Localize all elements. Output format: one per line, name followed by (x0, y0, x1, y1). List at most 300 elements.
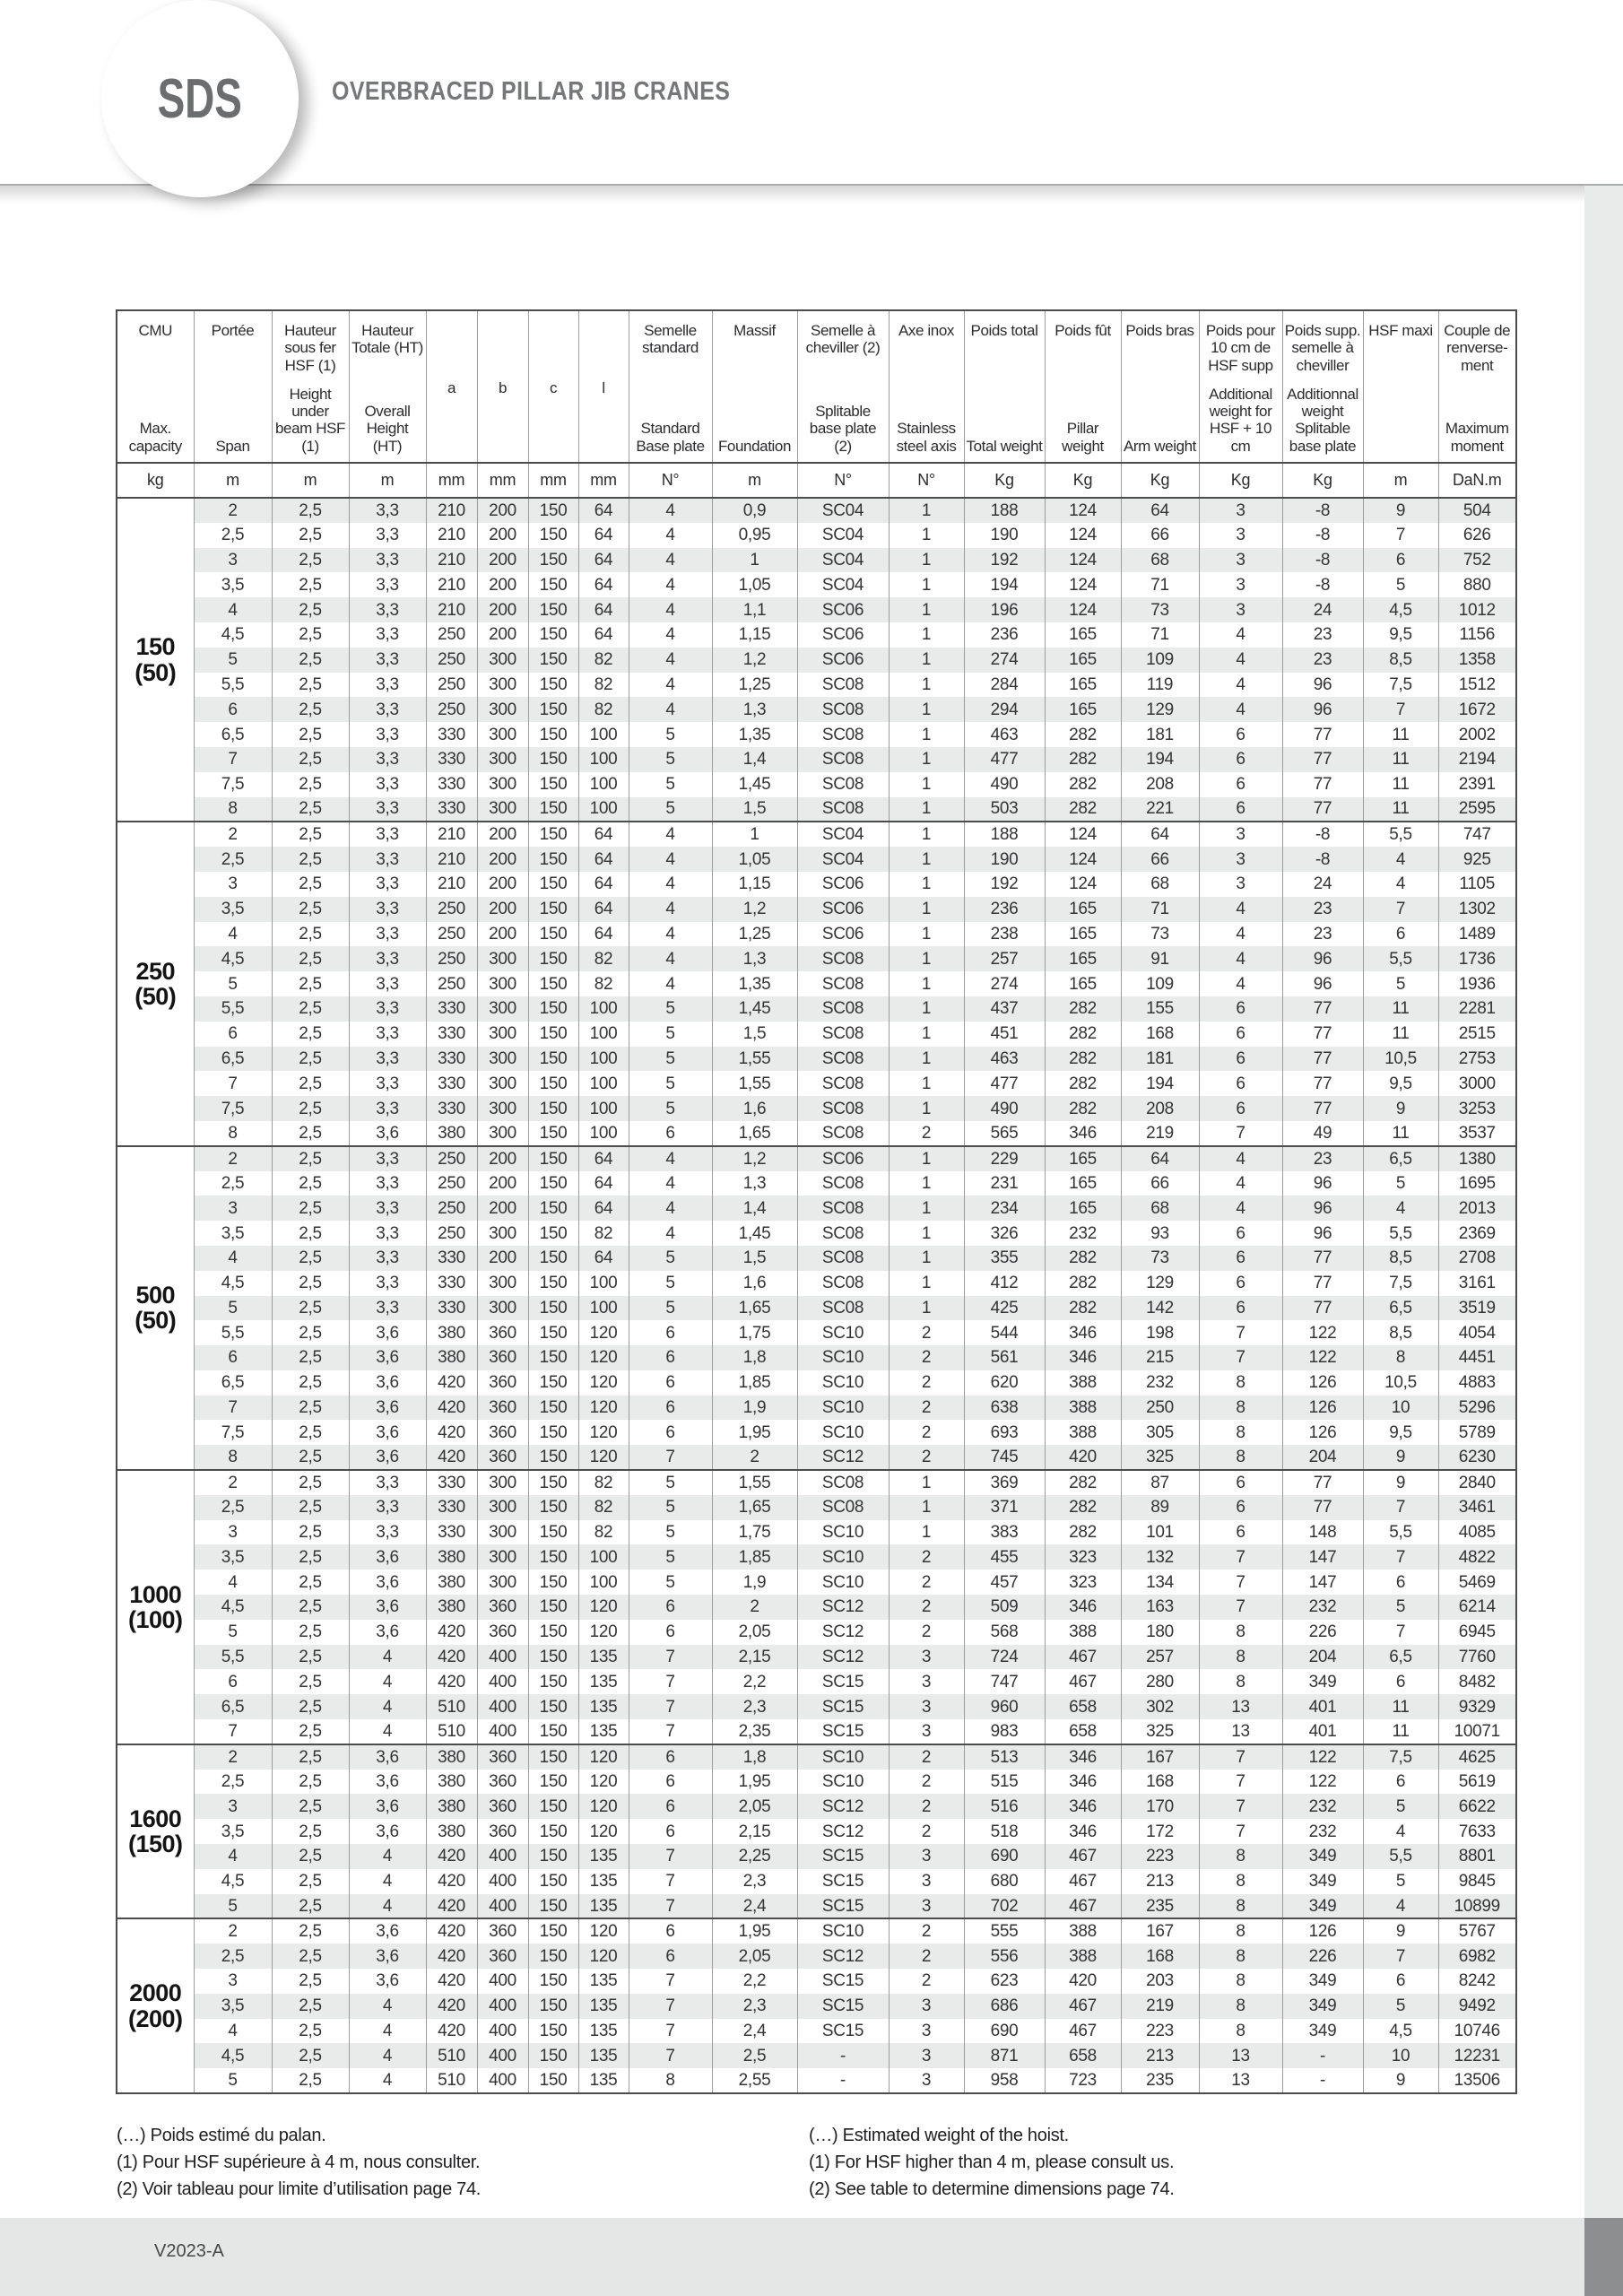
data-cell: 96 (1282, 673, 1363, 698)
data-cell: 1 (712, 548, 797, 573)
data-cell: 1936 (1438, 971, 1516, 996)
header-label-row (117, 310, 1516, 463)
data-cell: 626 (1438, 523, 1516, 548)
data-cell: 150 (528, 1669, 578, 1694)
data-cell: 420 (426, 1420, 477, 1445)
table-row (117, 1994, 1516, 2019)
data-cell: 190 (964, 847, 1045, 872)
data-cell: 4,5 (194, 1869, 272, 1894)
data-cell: 7,5 (1363, 1271, 1438, 1296)
data-cell: 3,6 (349, 1944, 426, 1969)
data-cell: 4 (1199, 622, 1282, 648)
data-cell: 150 (528, 1770, 578, 1795)
data-cell: 5,5 (194, 996, 272, 1022)
data-cell: 1 (889, 971, 964, 996)
data-cell: 360 (477, 1794, 528, 1819)
data-cell: 1 (889, 822, 964, 847)
column-header (1438, 310, 1516, 463)
data-cell: SC08 (797, 1022, 889, 1047)
data-cell: 4 (194, 1246, 272, 1271)
data-cell: 3,6 (349, 1544, 426, 1570)
data-cell: SC04 (797, 822, 889, 847)
data-cell: 5,5 (1363, 1221, 1438, 1246)
data-cell: 150 (528, 747, 578, 772)
data-cell: 6 (1199, 1221, 1282, 1246)
data-cell: 196 (964, 597, 1045, 622)
data-cell: 100 (578, 1047, 629, 1072)
data-cell: 124 (1045, 498, 1121, 523)
data-cell: 400 (477, 2043, 528, 2068)
table-row (117, 996, 1516, 1022)
table-row (117, 797, 1516, 822)
brand-label: SDS (157, 67, 243, 130)
data-cell: 150 (528, 622, 578, 648)
data-cell: 150 (528, 1719, 578, 1744)
data-cell: 4 (629, 1196, 712, 1221)
data-cell: SC08 (797, 772, 889, 797)
data-cell: 6 (629, 1744, 712, 1770)
data-cell: 6 (1363, 1669, 1438, 1694)
data-cell: 23 (1282, 922, 1363, 947)
data-cell: 349 (1282, 1994, 1363, 2019)
footnote-line: (…) Estimated weight of the hoist. (809, 2126, 1069, 2145)
data-cell: 223 (1121, 1844, 1199, 1869)
data-cell: 5 (1363, 1994, 1438, 2019)
data-cell: 1 (889, 572, 964, 597)
data-cell: 96 (1282, 971, 1363, 996)
data-cell: 5 (629, 1520, 712, 1545)
data-cell: 3,3 (349, 996, 426, 1022)
data-cell: 150 (528, 922, 578, 947)
data-cell: 323 (1045, 1544, 1121, 1570)
data-cell: 3 (889, 1869, 964, 1894)
table-row (117, 1918, 1516, 1944)
data-cell: 680 (964, 1869, 1045, 1894)
unit-cell: mm (578, 463, 629, 498)
data-cell: 638 (964, 1396, 1045, 1421)
data-cell: 380 (426, 1770, 477, 1795)
data-cell: 360 (477, 1770, 528, 1795)
table-row (117, 1420, 1516, 1445)
data-cell: 2,05 (712, 1794, 797, 1819)
data-cell: 8 (1199, 1894, 1282, 1919)
data-cell: 4 (629, 622, 712, 648)
data-cell: 1,3 (712, 697, 797, 722)
data-cell: 210 (426, 548, 477, 573)
data-cell: 2840 (1438, 1470, 1516, 1495)
data-cell: 503 (964, 797, 1045, 822)
data-cell: 1,3 (712, 1171, 797, 1196)
data-cell: 1,25 (712, 922, 797, 947)
data-cell: 1,5 (712, 797, 797, 822)
data-cell: 6 (1363, 1570, 1438, 1595)
data-cell: 1 (889, 1520, 964, 1545)
data-cell: 1105 (1438, 872, 1516, 897)
data-cell: 150 (528, 1320, 578, 1345)
data-cell: 3,3 (349, 1296, 426, 1321)
data-cell: 200 (477, 872, 528, 897)
data-cell: 4 (629, 498, 712, 523)
data-cell: 71 (1121, 897, 1199, 922)
data-cell: SC15 (797, 1694, 889, 1719)
table-row (117, 1022, 1516, 1047)
data-cell: 188 (964, 498, 1045, 523)
data-cell: 400 (477, 1869, 528, 1894)
data-cell: 3 (889, 2019, 964, 2044)
data-cell: 2,25 (712, 1844, 797, 1869)
data-cell: 1736 (1438, 946, 1516, 971)
table-row (117, 1595, 1516, 1620)
data-cell: 7760 (1438, 1645, 1516, 1670)
header-label-fr: Couple de renverse-ment (1444, 322, 1511, 374)
data-cell: 3,6 (349, 1396, 426, 1421)
data-cell: 49 (1282, 1121, 1363, 1146)
data-cell: 250 (426, 971, 477, 996)
data-cell: 6,5 (1363, 1296, 1438, 1321)
data-cell: 2 (889, 1544, 964, 1570)
data-cell: 5469 (1438, 1570, 1516, 1595)
data-cell: 1 (889, 1022, 964, 1047)
data-cell: 4 (629, 523, 712, 548)
data-cell: 369 (964, 1470, 1045, 1495)
data-cell: 9,5 (1363, 1420, 1438, 1445)
data-cell: 231 (964, 1171, 1045, 1196)
table-row (117, 1271, 1516, 1296)
data-cell: 1,1 (712, 597, 797, 622)
header-label-en: Arm weight (1123, 437, 1197, 455)
data-cell: SC08 (797, 697, 889, 722)
data-cell: 3 (889, 1694, 964, 1719)
table-row (117, 1819, 1516, 1844)
data-cell: 7 (629, 1869, 712, 1894)
data-cell: 4883 (1438, 1370, 1516, 1396)
data-cell: 2 (889, 1969, 964, 1994)
data-cell: 388 (1045, 1944, 1121, 1969)
data-cell: 2,5 (272, 1944, 349, 1969)
table-head (117, 310, 1516, 498)
data-cell: 300 (477, 697, 528, 722)
data-cell: 257 (1121, 1645, 1199, 1670)
data-cell: 330 (426, 1271, 477, 1296)
data-cell: 3 (194, 548, 272, 573)
unit-cell: mm (426, 463, 477, 498)
data-cell: 10746 (1438, 2019, 1516, 2044)
header-label-fr: Semelle standard (642, 322, 699, 357)
table-row (117, 1445, 1516, 1470)
data-cell: 510 (426, 1694, 477, 1719)
data-cell: 326 (964, 1221, 1045, 1246)
data-cell: 150 (528, 996, 578, 1022)
data-cell: 282 (1045, 1520, 1121, 1545)
data-cell: 150 (528, 1918, 578, 1944)
data-cell: 388 (1045, 1420, 1121, 1445)
data-cell: SC10 (797, 1570, 889, 1595)
right-margin-band (1584, 186, 1623, 2218)
data-cell: 1,45 (712, 1221, 797, 1246)
data-cell: 463 (964, 722, 1045, 747)
data-cell: 2 (889, 1370, 964, 1396)
column-header (629, 310, 712, 463)
data-cell: 100 (578, 1071, 629, 1096)
data-cell: 7,5 (1363, 1744, 1438, 1770)
capacity-cell (117, 1146, 194, 1470)
data-cell: 4 (1199, 648, 1282, 673)
data-cell: SC08 (797, 1071, 889, 1096)
table-row (117, 1296, 1516, 1321)
data-cell: 4 (1363, 1196, 1438, 1221)
data-cell: 135 (578, 1645, 629, 1670)
data-cell: 3,3 (349, 622, 426, 648)
data-cell: 745 (964, 1445, 1045, 1470)
data-cell: 6 (1199, 1296, 1282, 1321)
data-cell: 300 (477, 1495, 528, 1520)
data-cell: 5 (194, 2068, 272, 2093)
data-cell: 330 (426, 1296, 477, 1321)
data-cell: 5 (194, 648, 272, 673)
data-cell: 10899 (1438, 1894, 1516, 1919)
data-cell: 5 (629, 1022, 712, 1047)
data-cell: 4 (349, 1719, 426, 1744)
data-cell: 380 (426, 1544, 477, 1570)
data-cell: 3,3 (349, 747, 426, 772)
data-cell: 77 (1282, 1271, 1363, 1296)
data-cell: 132 (1121, 1544, 1199, 1570)
data-cell: 2,5 (272, 697, 349, 722)
data-cell: 6982 (1438, 1944, 1516, 1969)
table-row (117, 1744, 1516, 1770)
header-label-fr: b (498, 379, 508, 397)
data-cell: 282 (1045, 1495, 1121, 1520)
data-cell: 510 (426, 2068, 477, 2093)
data-cell: SC08 (797, 797, 889, 822)
data-cell: 2391 (1438, 772, 1516, 797)
data-cell: 2,5 (194, 1944, 272, 1969)
data-cell: 13 (1199, 1719, 1282, 1744)
data-cell: 77 (1282, 1495, 1363, 1520)
unit-cell: m (1363, 463, 1438, 498)
data-cell: 3 (889, 2043, 964, 2068)
data-cell: 2002 (1438, 722, 1516, 747)
data-cell: 388 (1045, 1620, 1121, 1645)
data-cell: 300 (477, 1047, 528, 1072)
data-cell: -8 (1282, 822, 1363, 847)
data-cell: 3,3 (349, 697, 426, 722)
data-cell: 4 (349, 1844, 426, 1869)
data-cell: 3,3 (349, 847, 426, 872)
data-cell: 2595 (1438, 797, 1516, 822)
data-cell: 150 (528, 1420, 578, 1445)
data-cell: 204 (1282, 1645, 1363, 1670)
header-label-en: Height under beam HSF (1) (274, 385, 346, 455)
header-label-fr: Portée (211, 322, 255, 339)
data-cell: 2 (889, 1819, 964, 1844)
data-cell: 420 (426, 1894, 477, 1919)
data-cell: 10,5 (1363, 1370, 1438, 1396)
data-cell: 4 (629, 548, 712, 573)
data-cell: 100 (578, 747, 629, 772)
data-cell: 346 (1045, 1819, 1121, 1844)
data-cell: 9329 (1438, 1694, 1516, 1719)
data-cell: 77 (1282, 1096, 1363, 1121)
capacity-cell (117, 498, 194, 822)
data-cell: 467 (1045, 2019, 1121, 2044)
data-cell: 8 (194, 797, 272, 822)
data-cell: 2,5 (272, 1370, 349, 1396)
table-row (117, 872, 1516, 897)
table-row (117, 847, 1516, 872)
data-cell: 198 (1121, 1320, 1199, 1345)
data-cell: 457 (964, 1570, 1045, 1595)
column-header (349, 310, 426, 463)
data-cell: 5 (629, 1495, 712, 1520)
data-cell: 2,5 (272, 971, 349, 996)
data-cell: SC08 (797, 1121, 889, 1146)
data-cell: 200 (477, 622, 528, 648)
data-cell: 226 (1282, 1944, 1363, 1969)
data-cell: 124 (1045, 847, 1121, 872)
data-cell: 147 (1282, 1570, 1363, 1595)
page-title: OVERBRACED PILLAR JIB CRANES (332, 77, 731, 106)
data-cell: 2,5 (272, 2068, 349, 2093)
data-cell: 4,5 (194, 1595, 272, 1620)
data-cell: 3,3 (349, 572, 426, 597)
data-cell: 7,5 (1363, 673, 1438, 698)
data-cell: 8 (1199, 1370, 1282, 1396)
data-cell: 1380 (1438, 1146, 1516, 1171)
table-row (117, 572, 1516, 597)
data-cell: 3,5 (194, 1819, 272, 1844)
data-cell: 2 (889, 1570, 964, 1595)
data-cell: 3 (1199, 498, 1282, 523)
data-cell: 1695 (1438, 1171, 1516, 1196)
data-cell: 235 (1121, 2068, 1199, 2093)
data-cell: -8 (1282, 523, 1363, 548)
data-cell: 192 (964, 548, 1045, 573)
data-cell: 200 (477, 523, 528, 548)
data-cell: 82 (578, 1495, 629, 1520)
table-row (117, 971, 1516, 996)
table-row (117, 922, 1516, 947)
data-cell: 2 (889, 1620, 964, 1645)
data-cell: 2,05 (712, 1944, 797, 1969)
data-cell: 2,5 (272, 1470, 349, 1495)
data-cell: 73 (1121, 922, 1199, 947)
data-cell: 401 (1282, 1719, 1363, 1744)
data-cell: 3,6 (349, 1819, 426, 1844)
data-cell: 11 (1363, 772, 1438, 797)
data-cell: 5 (1363, 1794, 1438, 1819)
data-cell: 1 (889, 1047, 964, 1072)
data-cell: 64 (578, 1196, 629, 1221)
data-cell: 3,3 (349, 1246, 426, 1271)
data-cell: 380 (426, 1744, 477, 1770)
data-cell: 330 (426, 1022, 477, 1047)
data-cell: 300 (477, 1071, 528, 1096)
data-cell: 871 (964, 2043, 1045, 2068)
data-cell: 300 (477, 1470, 528, 1495)
data-cell: 73 (1121, 1246, 1199, 1271)
data-cell: 420 (426, 1969, 477, 1994)
data-cell: 300 (477, 996, 528, 1022)
data-cell: SC15 (797, 2019, 889, 2044)
data-cell: 96 (1282, 1196, 1363, 1221)
data-cell: 1 (889, 1096, 964, 1121)
data-cell: 250 (426, 622, 477, 648)
data-cell: 5 (194, 971, 272, 996)
capacity-cell (117, 1744, 194, 1919)
data-cell: 3 (194, 1969, 272, 1994)
table-row (117, 1969, 1516, 1994)
data-cell: 282 (1045, 1296, 1121, 1321)
data-cell: 3,3 (349, 548, 426, 573)
table-row (117, 1520, 1516, 1545)
data-cell: 71 (1121, 622, 1199, 648)
data-cell: 66 (1121, 1171, 1199, 1196)
data-cell: 13 (1199, 1694, 1282, 1719)
data-cell: 2,5 (272, 1121, 349, 1146)
data-cell: 3,6 (349, 1570, 426, 1595)
capacity-sub: (200) (127, 2005, 183, 2032)
data-cell: 282 (1045, 1096, 1121, 1121)
data-cell: 8 (1199, 1669, 1282, 1694)
data-cell: 150 (528, 572, 578, 597)
data-cell: 3000 (1438, 1071, 1516, 1096)
data-cell: 150 (528, 1645, 578, 1670)
data-cell: 5789 (1438, 1420, 1516, 1445)
data-cell: SC08 (797, 1246, 889, 1271)
data-cell: 510 (426, 2043, 477, 2068)
data-cell: 2 (712, 1445, 797, 1470)
data-cell: 10,5 (1363, 1047, 1438, 1072)
header-label-fr: Axe inox (898, 322, 954, 339)
data-cell: 150 (528, 1370, 578, 1396)
data-cell: 702 (964, 1894, 1045, 1919)
header-label-fr: a (447, 379, 456, 397)
data-cell: 6 (629, 1770, 712, 1795)
data-cell: 2,5 (272, 1918, 349, 1944)
data-cell: 1,65 (712, 1495, 797, 1520)
data-cell: 565 (964, 1121, 1045, 1146)
data-cell: SC08 (797, 1296, 889, 1321)
data-cell: 2,5 (712, 2043, 797, 2068)
data-cell: 250 (426, 1171, 477, 1196)
data-cell: 294 (964, 697, 1045, 722)
data-cell: 1 (889, 498, 964, 523)
data-cell: 2,5 (272, 1221, 349, 1246)
data-cell: 7 (1199, 1320, 1282, 1345)
data-cell: 6 (629, 1345, 712, 1370)
data-cell: 2 (889, 1770, 964, 1795)
data-cell: 2,5 (272, 1894, 349, 1919)
table-row (117, 1121, 1516, 1146)
data-cell: 330 (426, 1096, 477, 1121)
data-cell: 1,45 (712, 996, 797, 1022)
data-cell: SC15 (797, 1669, 889, 1694)
data-cell: 300 (477, 797, 528, 822)
data-cell: 7 (1199, 1121, 1282, 1146)
data-cell: 4 (349, 2019, 426, 2044)
data-cell: 2,5 (272, 1146, 349, 1171)
data-cell: 880 (1438, 572, 1516, 597)
data-cell: 7 (1199, 1744, 1282, 1770)
data-cell: 2,4 (712, 1894, 797, 1919)
data-cell: 150 (528, 1396, 578, 1421)
data-cell: 77 (1282, 996, 1363, 1022)
data-cell: 5 (1363, 1869, 1438, 1894)
data-cell: 4 (1363, 872, 1438, 897)
data-cell: SC12 (797, 1794, 889, 1819)
data-cell: 4 (349, 1894, 426, 1919)
